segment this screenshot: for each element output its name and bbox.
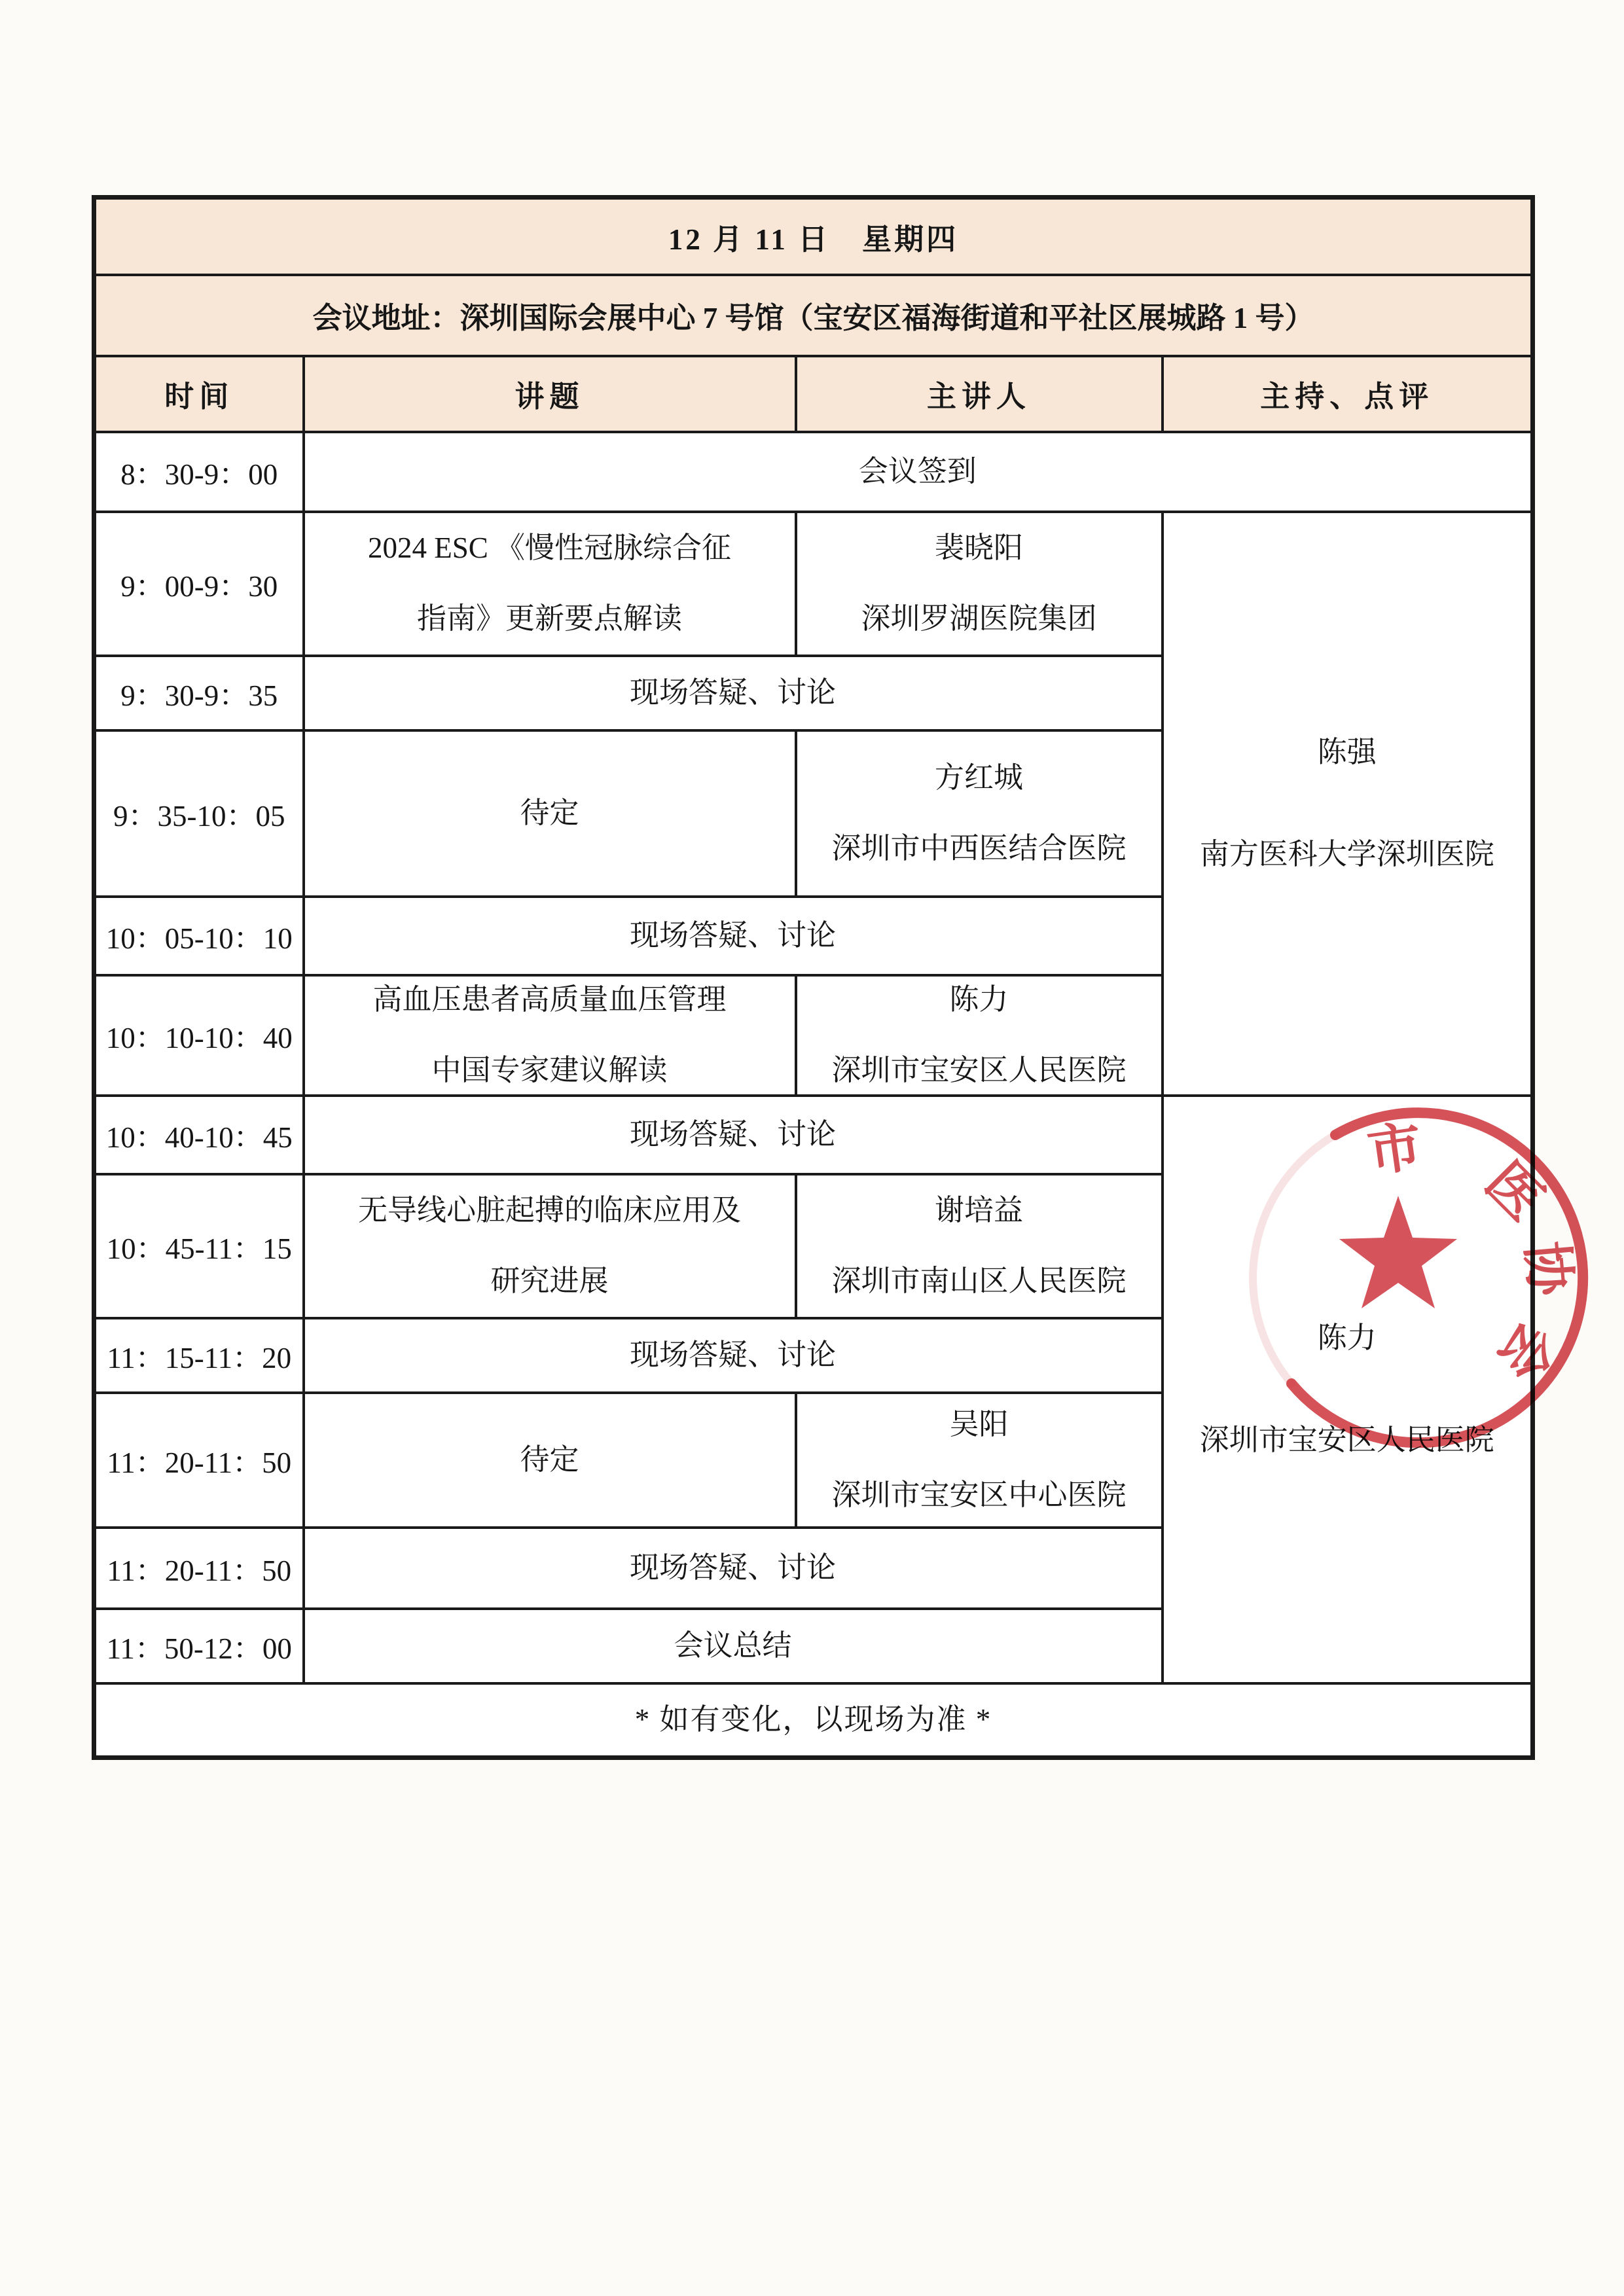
cell-line: 现场答疑、讨论 [629, 675, 836, 709]
cell-lines [305, 1115, 1161, 1154]
speaker-cell [796, 1174, 1163, 1318]
cell-lines [305, 794, 795, 833]
cell-line: 研究进展 [490, 1264, 609, 1297]
merged-content-cell [304, 432, 1533, 512]
cell-lines [797, 529, 1161, 638]
cell-lines [305, 1191, 795, 1300]
time-cell: 10：10-10：40 [94, 975, 304, 1096]
address-row [94, 275, 1533, 356]
merged-content-cell [304, 1318, 1163, 1393]
col-header-speaker: 主讲人 [796, 356, 1163, 432]
seal-glyph-3: 协 [1515, 1239, 1580, 1298]
cell-line: 深圳市南山区人民医院 [831, 1264, 1127, 1297]
cell-lines [305, 980, 795, 1090]
time-cell: 11：15-11：20 [94, 1318, 304, 1393]
topic-cell [304, 1174, 796, 1318]
cell-line: 深圳市宝安区中心医院 [831, 1478, 1127, 1511]
time-cell: 8：30-9：00 [94, 432, 304, 512]
cell-lines [305, 452, 1531, 491]
cell-lines [797, 1405, 1161, 1515]
cell-lines [797, 759, 1161, 868]
seal-glyph-1: 市 [1364, 1116, 1426, 1183]
topic-cell [304, 975, 796, 1096]
cell-lines [305, 1549, 1161, 1587]
cell-lines [305, 1441, 795, 1479]
time-cell: 9：30-9：35 [94, 656, 304, 730]
cell-lines [305, 916, 1161, 955]
cell-line: 陈强 [1317, 736, 1377, 769]
cell-line: 现场答疑、讨论 [629, 1551, 836, 1584]
cell-line: 吴阳 [949, 1408, 1009, 1441]
cell-line: 待定 [520, 1443, 579, 1476]
cell-line: 陈力 [949, 983, 1009, 1016]
speaker-cell [796, 730, 1163, 897]
host-cell [1163, 512, 1533, 1096]
time-cell: 11：20-11：50 [94, 1393, 304, 1528]
title-row [94, 198, 1533, 275]
cell-lines [96, 1700, 1530, 1739]
conference-schedule-table [92, 195, 1535, 1760]
col-header-time: 时间 [94, 356, 304, 432]
cell-line: 中国专家建议解读 [431, 1053, 668, 1086]
cell-line: 会议总结 [674, 1628, 792, 1662]
cell-line: 无导线心脏起搏的临床应用及 [357, 1194, 741, 1227]
merged-content-cell [304, 656, 1163, 730]
venue-address: 会议地址：深圳国际会展中心 7 号馆（宝安区福海街道和平社区展城路 1 号） [94, 275, 1533, 356]
cell-lines [305, 1626, 1161, 1665]
topic-cell [304, 512, 796, 656]
cell-line: 现场答疑、讨论 [629, 918, 836, 952]
seal-glyph-4: 会 [1486, 1311, 1566, 1391]
cell-line: 深圳市宝安区人民医院 [1199, 1423, 1494, 1456]
cell-line: 指南》更新要点解读 [416, 601, 682, 635]
col-header-topic: 讲题 [304, 356, 796, 432]
cell-line: 陈力 [1317, 1321, 1377, 1355]
cell-lines [1164, 733, 1531, 874]
cell-line: 深圳市宝安区人民医院 [831, 1053, 1127, 1086]
cell-lines [797, 980, 1161, 1090]
time-cell: 10：45-11：15 [94, 1174, 304, 1318]
cell-line: * 如有变化，以现场为准 * [634, 1703, 992, 1736]
speaker-cell [796, 512, 1163, 656]
cell-line: 高血压患者高质量血压管理 [372, 983, 727, 1016]
seal-glyph-2: 医 [1474, 1151, 1555, 1232]
merged-content-cell [304, 1096, 1163, 1174]
cell-line: 方红城 [934, 761, 1023, 795]
merged-content-cell [304, 1609, 1163, 1683]
cell-lines [797, 1191, 1161, 1300]
table-row [94, 1683, 1533, 1758]
cell-line: 深圳罗湖医院集团 [861, 601, 1097, 635]
footer-note [94, 1683, 1533, 1758]
topic-cell [304, 730, 796, 897]
table-row [94, 432, 1533, 512]
time-cell: 11：20-11：50 [94, 1528, 304, 1609]
cell-line: 会议签到 [858, 454, 977, 488]
schedule-body [94, 432, 1533, 1758]
column-header-row [94, 356, 1533, 432]
topic-cell [304, 1393, 796, 1528]
table-row [94, 512, 1533, 656]
cell-line: 裴晓阳 [934, 531, 1023, 565]
cell-line: 2024 ESC 《慢性冠脉综合征 [367, 531, 732, 565]
cell-line: 南方医科大学深圳医院 [1199, 837, 1494, 870]
time-cell: 10：05-10：10 [94, 897, 304, 975]
merged-content-cell [304, 897, 1163, 975]
cell-lines [305, 529, 795, 638]
cell-line: 谢培益 [934, 1194, 1023, 1227]
cell-line: 待定 [520, 796, 579, 829]
merged-content-cell [304, 1528, 1163, 1609]
page-title: 12 月 11 日 星期四 [94, 198, 1533, 275]
time-cell: 11：50-12：00 [94, 1609, 304, 1683]
cell-lines [305, 673, 1161, 712]
speaker-cell [796, 975, 1163, 1096]
time-cell: 9：00-9：30 [94, 512, 304, 656]
cell-line: 现场答疑、讨论 [629, 1117, 836, 1151]
col-header-host: 主持、点评 [1163, 356, 1533, 432]
host-cell [1163, 1096, 1533, 1683]
table-row [94, 1096, 1533, 1174]
cell-line: 深圳市中西医结合医院 [831, 831, 1127, 865]
cell-line: 现场答疑、讨论 [629, 1338, 836, 1371]
cell-lines [305, 1336, 1161, 1374]
time-cell: 9：35-10：05 [94, 730, 304, 897]
speaker-cell [796, 1393, 1163, 1528]
time-cell: 10：40-10：45 [94, 1096, 304, 1174]
cell-lines [1164, 1319, 1531, 1460]
